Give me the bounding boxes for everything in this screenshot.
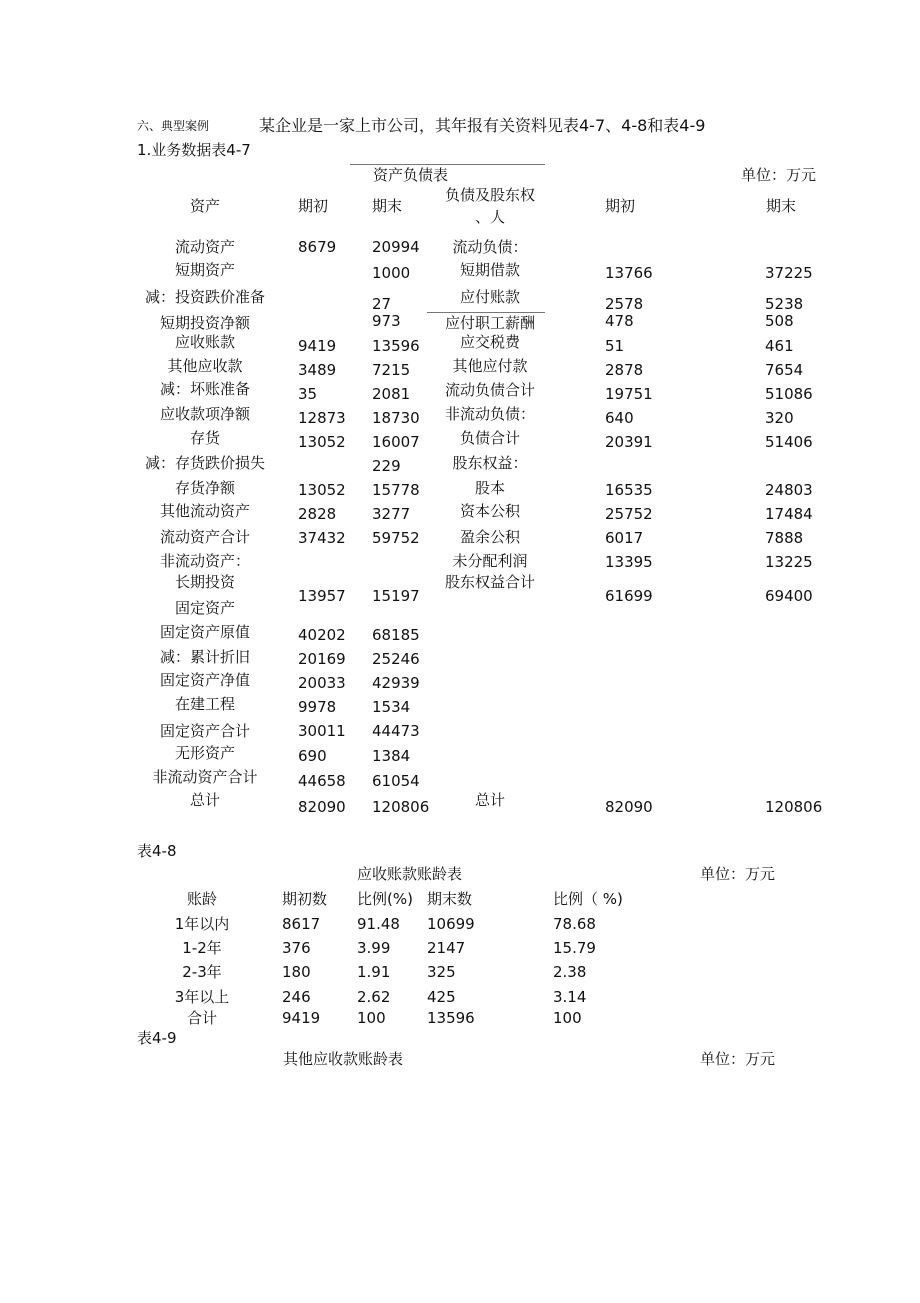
- liability-end-value: 17484: [765, 505, 813, 523]
- liability-end-value: 24803: [765, 481, 813, 499]
- aging-value: 2147: [427, 939, 466, 957]
- liability-end-value: 7888: [765, 529, 804, 547]
- aging-header: 比例(%): [357, 890, 413, 908]
- asset-label: 在建工程: [174, 695, 235, 713]
- aging-label: 1年以内: [174, 915, 230, 933]
- liability-end-value: 120806: [765, 798, 823, 816]
- asset-label: 非流动资产合计: [152, 768, 258, 786]
- liability-label: 应交税费: [459, 333, 520, 351]
- asset-begin-value: 20033: [298, 674, 346, 692]
- asset-begin-value: 44658: [298, 772, 346, 790]
- asset-end-value: 18730: [372, 409, 420, 427]
- aging-label: 3年以上: [174, 988, 230, 1006]
- asset-begin-value: 13052: [298, 481, 346, 499]
- asset-end-value: 15778: [372, 481, 420, 499]
- aging-value: 425: [427, 988, 456, 1006]
- asset-label: 固定资产净值: [159, 671, 250, 689]
- aging-value: 180: [282, 963, 311, 981]
- header-right-begin: 期初: [605, 197, 636, 215]
- liability-label: 短期借款: [459, 261, 520, 279]
- asset-begin-value: 20169: [298, 650, 346, 668]
- liability-label: 负债合计: [459, 429, 520, 447]
- asset-begin-value: 2828: [298, 505, 337, 523]
- header-right-end: 期末: [766, 197, 797, 215]
- aging-value: 10699: [427, 915, 475, 933]
- liability-begin-value: 13395: [605, 553, 653, 571]
- aging-value: 2.38: [553, 963, 587, 981]
- liability-end-value: 69400: [765, 587, 813, 605]
- asset-begin-value: 8679: [298, 238, 337, 256]
- liability-end-value: 320: [765, 409, 794, 427]
- liability-label: 其他应付款: [452, 357, 528, 375]
- asset-begin-value: 9978: [298, 698, 337, 716]
- aging-value: 9419: [282, 1009, 321, 1027]
- asset-end-value: 27: [372, 295, 392, 313]
- asset-label: 存货净额: [174, 479, 235, 497]
- liability-begin-value: 6017: [605, 529, 644, 547]
- aging-value: 2.62: [357, 988, 391, 1006]
- liability-label: 流动负债：: [452, 238, 528, 256]
- table-4-8-label: 表4-8: [137, 842, 177, 860]
- aging-header: 期初数: [282, 890, 328, 908]
- liability-label: 应付职工薪酬: [444, 314, 535, 332]
- asset-begin-value: 35: [298, 385, 318, 403]
- liability-begin-value: 16535: [605, 481, 653, 499]
- liability-end-value: 51086: [765, 385, 813, 403]
- liability-end-value: 37225: [765, 264, 813, 282]
- asset-begin-value: 12873: [298, 409, 346, 427]
- aging-header: 账龄: [186, 890, 217, 908]
- asset-begin-value: 3489: [298, 361, 337, 379]
- asset-begin-value: 37432: [298, 529, 346, 547]
- header-assets: 资产: [189, 197, 220, 215]
- section-heading: 六、典型案例: [137, 119, 210, 133]
- aging-value: 1.91: [357, 963, 391, 981]
- aging-value: 246: [282, 988, 311, 1006]
- liability-begin-value: 640: [605, 409, 634, 427]
- asset-label: 无形资产: [174, 744, 235, 762]
- asset-label: 应收账款: [174, 333, 235, 351]
- asset-end-value: 2081: [372, 385, 411, 403]
- asset-end-value: 3277: [372, 505, 411, 523]
- title-rule: [350, 164, 545, 165]
- liability-end-value: 7654: [765, 361, 804, 379]
- balance-sheet-title: 资产负债表: [373, 166, 449, 184]
- asset-label: 总计: [189, 791, 220, 809]
- asset-end-value: 61054: [372, 772, 420, 790]
- asset-end-value: 59752: [372, 529, 420, 547]
- liability-label: 非流动负债：: [444, 405, 535, 423]
- asset-end-value: 15197: [372, 587, 420, 605]
- asset-label: 减：存货跌价损失: [144, 454, 265, 472]
- asset-end-value: 20994: [372, 238, 420, 256]
- table-4-8-title: 应收账款账龄表: [357, 865, 463, 883]
- asset-end-value: 229: [372, 457, 401, 475]
- aging-value: 13596: [427, 1009, 475, 1027]
- aging-value: 376: [282, 939, 311, 957]
- asset-end-value: 1534: [372, 698, 411, 716]
- asset-label: 短期投资净额: [159, 314, 250, 332]
- liability-label: 股东权益合计: [444, 573, 535, 591]
- row-rule: [427, 312, 545, 313]
- liability-begin-value: 20391: [605, 433, 653, 451]
- aging-value: 100: [357, 1009, 386, 1027]
- aging-value: 3.14: [553, 988, 587, 1006]
- table-4-9-label: 表4-9: [137, 1029, 177, 1047]
- liability-begin-value: 25752: [605, 505, 653, 523]
- asset-begin-value: 690: [298, 747, 327, 765]
- aging-value: 8617: [282, 915, 321, 933]
- asset-label: 应收款项净额: [159, 405, 250, 423]
- liability-label: 总计: [474, 791, 505, 809]
- asset-label: 其他流动资产: [159, 502, 250, 520]
- asset-label: 非流动资产：: [159, 552, 250, 570]
- header-end: 期末: [372, 197, 403, 215]
- liability-label: 资本公积: [459, 502, 520, 520]
- header-liabilities-cont: 、人: [474, 208, 505, 226]
- liability-begin-value: 2578: [605, 295, 644, 313]
- asset-label: 长期投资: [174, 573, 235, 591]
- liability-begin-value: 13766: [605, 264, 653, 282]
- liability-end-value: 51406: [765, 433, 813, 451]
- asset-end-value: 16007: [372, 433, 420, 451]
- balance-sheet-unit: 单位：万元: [741, 166, 817, 184]
- asset-end-value: 44473: [372, 722, 420, 740]
- liability-label: 流动负债合计: [444, 381, 535, 399]
- liability-label: 股本: [474, 479, 505, 497]
- asset-begin-value: 9419: [298, 337, 337, 355]
- asset-begin-value: 82090: [298, 798, 346, 816]
- liability-begin-value: 61699: [605, 587, 653, 605]
- case-description: 某企业是一家上市公司，其年报有关资料见表4-7、4-8和表4-9: [259, 116, 706, 135]
- aging-value: 100: [553, 1009, 582, 1027]
- liability-begin-value: 19751: [605, 385, 653, 403]
- asset-label: 固定资产: [174, 599, 235, 617]
- asset-end-value: 25246: [372, 650, 420, 668]
- liability-label: 应付账款: [459, 288, 520, 306]
- asset-label: 存货: [189, 429, 220, 447]
- asset-label: 流动资产: [174, 238, 235, 256]
- liability-end-value: 5238: [765, 295, 804, 313]
- header-begin: 期初: [298, 197, 329, 215]
- asset-end-value: 1384: [372, 747, 411, 765]
- asset-label: 减：坏账准备: [159, 380, 250, 398]
- aging-value: 325: [427, 963, 456, 981]
- asset-label: 其他应收款: [167, 357, 243, 375]
- aging-value: 91.48: [357, 915, 400, 933]
- asset-label: 减：累计折旧: [159, 648, 250, 666]
- aging-header: 期末数: [427, 890, 473, 908]
- asset-label: 减：投资跌价准备: [144, 288, 265, 306]
- aging-label: 1-2年: [182, 939, 222, 957]
- aging-label: 合计: [186, 1009, 217, 1027]
- asset-end-value: 13596: [372, 337, 420, 355]
- table-4-9-unit: 单位：万元: [700, 1050, 776, 1068]
- liability-begin-value: 478: [605, 312, 634, 330]
- aging-value: 3.99: [357, 939, 391, 957]
- asset-end-value: 7215: [372, 361, 411, 379]
- asset-end-value: 1000: [372, 264, 411, 282]
- liability-begin-value: 2878: [605, 361, 644, 379]
- aging-value: 15.79: [553, 939, 596, 957]
- asset-begin-value: 13957: [298, 587, 346, 605]
- liability-label: 股东权益：: [452, 454, 528, 472]
- aging-value: 78.68: [553, 915, 596, 933]
- asset-end-value: 120806: [372, 798, 430, 816]
- asset-label: 流动资产合计: [159, 528, 250, 546]
- asset-end-value: 42939: [372, 674, 420, 692]
- asset-begin-value: 40202: [298, 626, 346, 644]
- liability-begin-value: 82090: [605, 798, 653, 816]
- liability-label: 未分配利润: [452, 552, 528, 570]
- table-4-9-title: 其他应收款账龄表: [283, 1050, 404, 1068]
- liability-end-value: 461: [765, 337, 794, 355]
- liability-label: 盈余公积: [459, 528, 520, 546]
- asset-label: 固定资产合计: [159, 722, 250, 740]
- asset-begin-value: 13052: [298, 433, 346, 451]
- table-4-8-unit: 单位：万元: [700, 865, 776, 883]
- subheading: 1.业务数据表4-7: [137, 141, 251, 159]
- asset-begin-value: 30011: [298, 722, 346, 740]
- asset-end-value: 973: [372, 312, 401, 330]
- header-liabilities: 负债及股东权: [444, 186, 535, 204]
- asset-label: 短期资产: [174, 261, 235, 279]
- aging-header: 比例（ %): [553, 890, 623, 908]
- asset-label: 固定资产原值: [159, 623, 250, 641]
- aging-label: 2-3年: [182, 963, 222, 981]
- liability-end-value: 13225: [765, 553, 813, 571]
- liability-begin-value: 51: [605, 337, 625, 355]
- asset-end-value: 68185: [372, 626, 420, 644]
- liability-end-value: 508: [765, 312, 794, 330]
